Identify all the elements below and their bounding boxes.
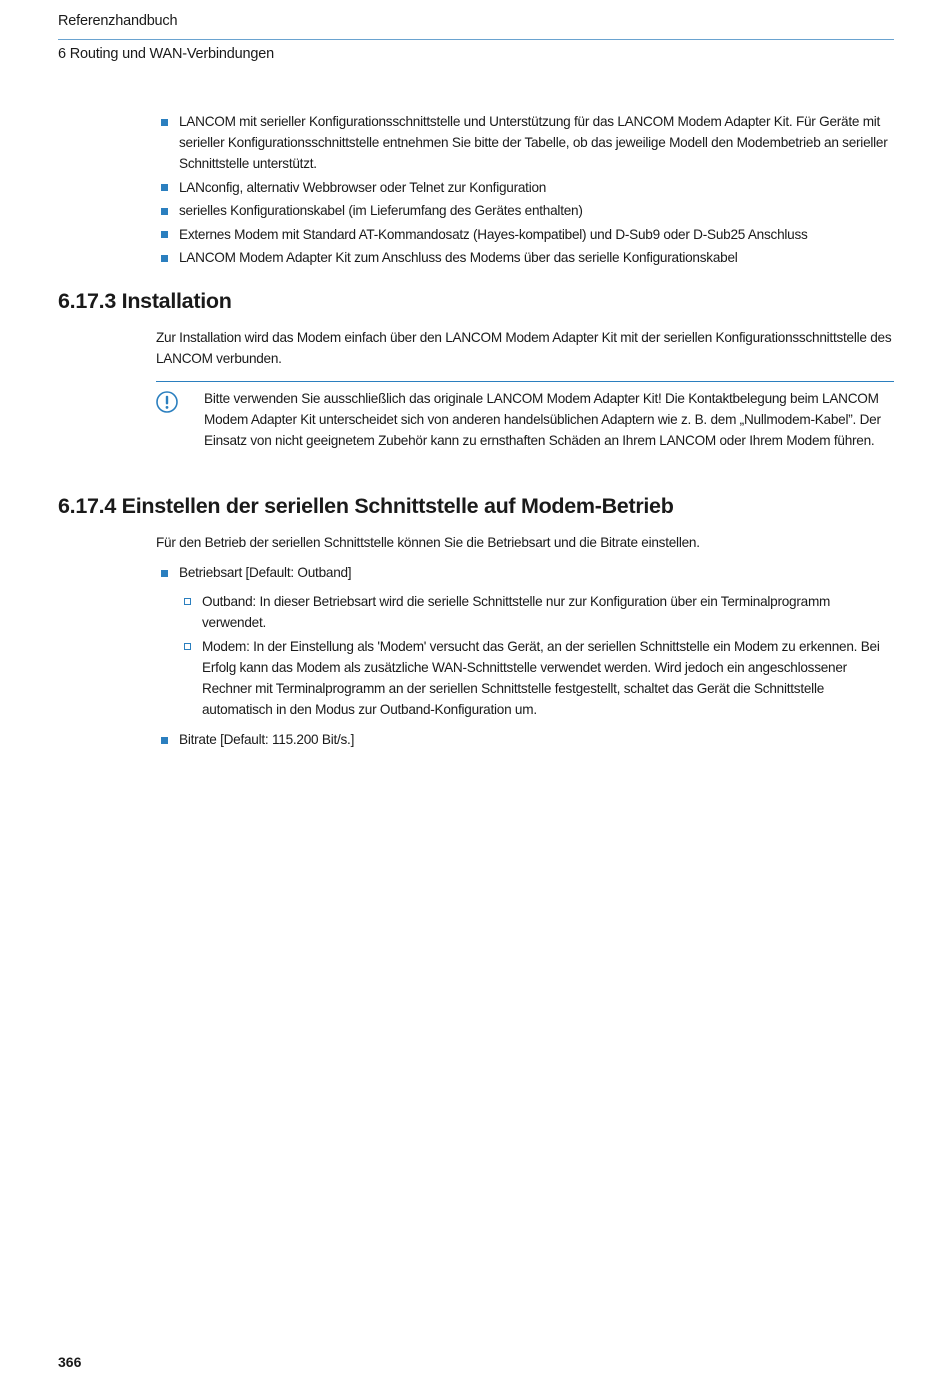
list-item xyxy=(156,111,894,174)
list-item-text: Bitrate [Default: 115.200 Bit/s.] xyxy=(179,732,355,747)
sub-list-item-text: Outband: In dieser Betriebsart wird die serielle Schnittstelle nur zur Konfiguration über ein Terminalprogramm verwendet. xyxy=(202,594,831,630)
header-divider xyxy=(58,39,894,40)
serial-section-body xyxy=(156,532,894,753)
running-header xyxy=(58,10,894,65)
section-heading-serial: 6.17.4 Einstellen der seriellen Schnittstelle auf Modem-Betrieb xyxy=(58,494,674,518)
notice-text: Bitte verwenden Sie ausschließlich das originale LANCOM Modem Adapter Kit! Die Kontaktbelegung beim LANCOM Modem Adapter Kit unterscheidet sich von anderen handelsüblichen Adaptern wie z. B. dem „Nullmodem-Kabel”. Der Einsatz von nicht geeignetem Zubehör kann zu ernsthaften Schäden an Ihrem LANCOM oder Ihrem Modem führen. xyxy=(204,391,881,448)
list-item xyxy=(156,177,894,198)
square-bullet-icon xyxy=(161,119,168,126)
sub-list-item xyxy=(179,591,894,633)
sub-list-item xyxy=(179,636,894,720)
header-chapter: 6 Routing und WAN-Verbindungen xyxy=(58,46,274,62)
list-item-text: Externes Modem mit Standard AT-Kommandosatz (Hayes-kompatibel) und D-Sub9 oder D-Sub25 Anschluss xyxy=(179,226,808,242)
section-heading-installation: 6.17.3 Installation xyxy=(58,289,232,313)
list-item-text: LANconfig, alternativ Webbrowser oder Telnet zur Konfiguration xyxy=(179,179,547,195)
square-bullet-icon xyxy=(161,208,168,215)
mode-options-list xyxy=(179,591,894,720)
list-item-text: LANCOM Modem Adapter Kit zum Anschluss des Modems über das serielle Konfigurationskabel xyxy=(179,250,738,265)
warning-notice xyxy=(156,381,894,451)
square-bullet-icon xyxy=(161,255,168,262)
square-bullet-icon xyxy=(161,570,168,577)
list-item-text: Betriebsart [Default: Outband] xyxy=(179,565,352,580)
list-item xyxy=(156,224,894,245)
page-number: 366 xyxy=(58,1354,82,1370)
serial-intro: Für den Betrieb der seriellen Schnittstelle können Sie die Betriebsart und die Bitrate einstellen. xyxy=(156,535,700,550)
list-item-text: serielles Konfigurationskabel (im Lieferumfang des Gerätes enthalten) xyxy=(179,203,583,218)
square-bullet-icon xyxy=(161,737,168,744)
requirements-list xyxy=(156,111,894,268)
installation-paragraph: Zur Installation wird das Modem einfach über den LANCOM Modem Adapter Kit mit der seriellen Konfigurationsschnittstelle des LANCOM verbunden. xyxy=(156,330,892,366)
list-item xyxy=(156,200,894,221)
header-title: Referenzhandbuch xyxy=(58,13,178,29)
sub-list-item-text: Modem: In der Einstellung als 'Modem' versucht das Gerät, an der seriellen Schnittstelle ein Modem zu erkennen. Bei Erfolg kann das Modem als zusätzliche WAN-Schnittstelle verwendet werden. Wird jedoch ein angeschlossener Rechner mit Terminalprogramm an der seriellen Schnittstelle festgestellt, schaltet das Gerät die Schnittstelle automatisch in den Modus zur Outband-Konfiguration um. xyxy=(202,639,880,717)
list-item xyxy=(156,247,894,268)
square-bullet-icon xyxy=(161,231,168,238)
exclamation-circle-icon xyxy=(156,391,178,413)
square-bullet-icon xyxy=(161,184,168,191)
installation-body xyxy=(156,327,894,369)
list-item-text: LANCOM mit serieller Konfigurationsschnittstelle und Unterstützung für das LANCOM Modem Adapter Kit. Für Geräte mit serieller Konfigurationsschnittstelle entnehmen Sie bitte der Tabelle, ob das jeweilige Modell den Modembetrieb an serieller Schnittstelle unterstützt. xyxy=(179,114,888,171)
hollow-square-bullet-icon xyxy=(184,598,191,605)
list-item xyxy=(156,562,894,720)
requirements-list-block xyxy=(156,111,894,271)
settings-list xyxy=(156,562,894,750)
list-item xyxy=(156,729,894,750)
hollow-square-bullet-icon xyxy=(184,643,191,650)
